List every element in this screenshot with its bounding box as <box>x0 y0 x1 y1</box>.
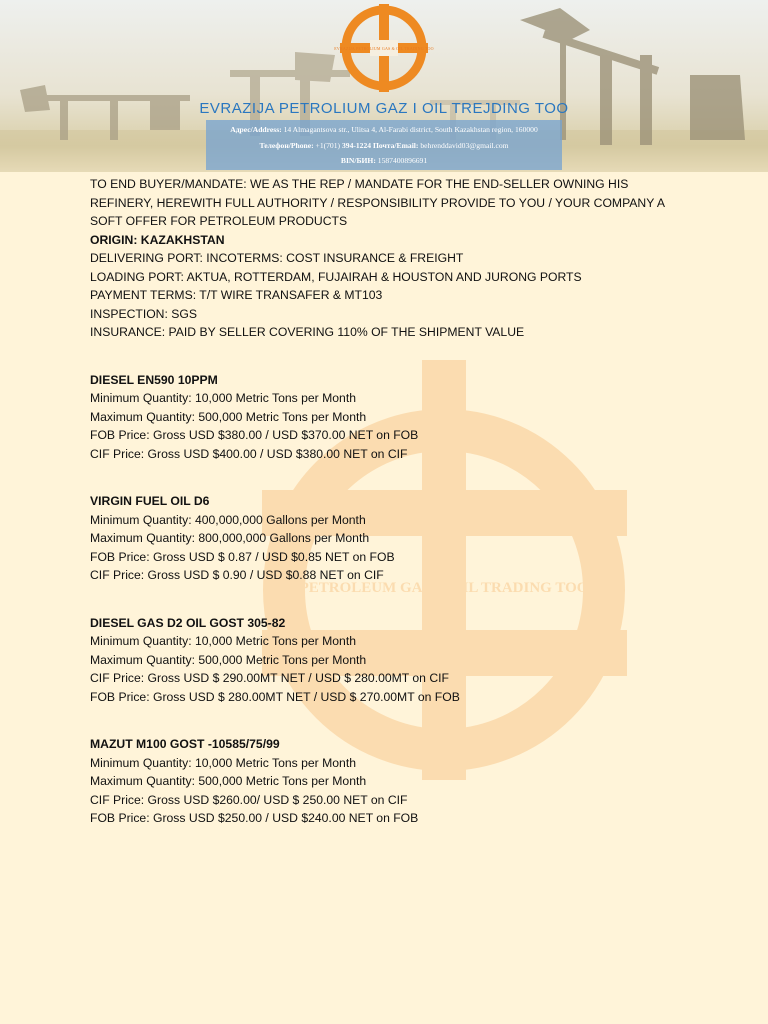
product-section <box>90 492 690 585</box>
product-line: Maximum Quantity: 500,000 Metric Tons per Month <box>90 652 367 667</box>
bin-label: BIN/БИН: <box>340 156 376 165</box>
product-title: MAZUT M100 GOST -10585/75/99 <box>90 737 280 751</box>
offer-body <box>90 175 690 828</box>
contact-info-box <box>206 120 562 170</box>
email-value[interactable]: behrenddavid03@gmail.com <box>420 141 509 150</box>
watermark-text: PETROLEUM GAS & OIL TRADING TOO <box>299 580 589 596</box>
product-line: CIF Price: Gross USD $ 290.00MT NET / USD $ 280.00MT on CIF <box>90 671 449 685</box>
bin-line <box>206 156 562 165</box>
logo-caption: EVRAZIJA PETROLIUM GAS & OIL TRADING TOO <box>334 46 434 51</box>
term-delivering-port: DELIVERING PORT: INCOTERMS: COST INSURANCE & FREIGHT <box>90 251 464 265</box>
product-line: CIF Price: Gross USD $400.00 / USD $380.00 NET on CIF <box>90 446 408 461</box>
product-line: Maximum Quantity: 800,000,000 Gallons per Month <box>90 531 370 545</box>
product-section <box>90 735 690 828</box>
product-line: CIF Price: Gross USD $ 0.90 / USD $0.88 NET on CIF <box>90 568 384 582</box>
product-line: FOB Price: Gross USD $380.00 / USD $370.00 NET on FOB <box>90 428 419 442</box>
product-line: FOB Price: Gross USD $250.00 / USD $240.00 NET on FOB <box>90 811 419 825</box>
term-payment: PAYMENT TERMS: T/T WIRE TRANSAFER & MT103 <box>90 288 383 302</box>
company-name: EVRAZIJA PETROLIUM GAZ I OIL TREJDING TOO <box>199 100 569 117</box>
product-line: CIF Price: Gross USD $260.00/ USD $ 250.00 NET on CIF <box>90 792 408 807</box>
product-section <box>90 614 690 707</box>
email-label: Почта/Email: <box>372 141 419 150</box>
product-title: DIESEL GAS D2 OIL GOST 305-82 <box>90 615 286 630</box>
phone-email-line <box>206 141 562 150</box>
product-line: FOB Price: Gross USD $ 280.00MT NET / USD $ 270.00MT on FOB <box>90 689 460 704</box>
product-title: VIRGIN FUEL OIL D6 <box>90 494 210 508</box>
address-line <box>206 125 562 134</box>
product-line: FOB Price: Gross USD $ 0.87 / USD $0.85 NET on FOB <box>90 549 395 564</box>
product-line: Minimum Quantity: 10,000 Metric Tons per Month <box>90 634 356 648</box>
bin-value: 1587400896691 <box>377 156 428 165</box>
term-loading-port: LOADING PORT: AKTUA, ROTTERDAM, FUJAIRAH & HOUSTON AND JURONG PORTS <box>90 269 582 284</box>
address-label: Адрес/Address: <box>230 125 282 134</box>
product-section <box>90 371 690 464</box>
term-insurance: INSURANCE: PAID BY SELLER COVERING 110% OF THE SHIPMENT VALUE <box>90 325 525 339</box>
phone-number: 394-1224 <box>341 141 372 150</box>
product-line: Minimum Quantity: 10,000 Metric Tons per Month <box>90 391 356 405</box>
intro-paragraph: TO END BUYER/MANDATE: WE AS THE REP / MANDATE FOR THE END-SELLER OWNING HIS REFINERY, HEREWITH FULL AUTHORITY / RESPONSIBILITY PROVIDE TO YOU / YOUR COMPANY A SOFT OFFER FOR PETROLEUM PRODUCTS <box>90 177 665 228</box>
phone-prefix: +1(701) <box>315 141 341 150</box>
product-line: Minimum Quantity: 10,000 Metric Tons per Month <box>90 755 356 770</box>
letterhead <box>0 0 768 172</box>
term-inspection: INSPECTION: SGS <box>90 306 197 321</box>
origin-heading: ORIGIN: KAZAKHSTAN <box>90 232 225 247</box>
address-value: 14 Almagantsova str., Ulitsa 4, Al-Farabi district, South Kazakhstan region, 160000 <box>283 125 538 134</box>
phone-label: Телефон/Phone: <box>259 141 314 150</box>
product-line: Maximum Quantity: 500,000 Metric Tons per Month <box>90 409 367 424</box>
product-line: Minimum Quantity: 400,000,000 Gallons per Month <box>90 512 366 527</box>
terms-list <box>90 249 690 342</box>
product-title: DIESEL EN590 10PPM <box>90 372 218 387</box>
product-line: Maximum Quantity: 500,000 Metric Tons per Month <box>90 774 367 788</box>
